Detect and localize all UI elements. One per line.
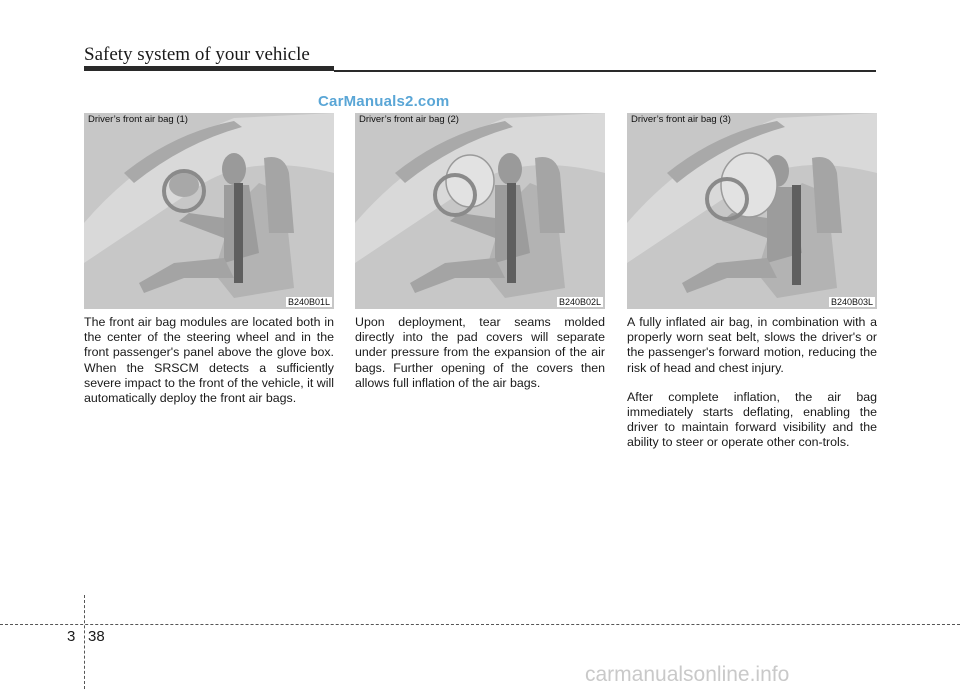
text-column-1 <box>84 315 334 420</box>
header-title: Safety system of your vehicle <box>84 44 310 65</box>
driver-illustration-1 <box>84 113 334 309</box>
footer-vertical-line <box>84 595 85 689</box>
paragraph: A fully inflated air bag, in combination with a properly worn seat belt, slows the driver's or the passenger's forward motion, reducing the risk of head and chest injury. <box>627 315 877 375</box>
paragraph: The front air bag modules are located both in the center of the steering wheel and in the front passenger's panel above the glove box. When the SRSCM detects a sufficiently severe impact to the front of the vehicle, it will automatically deploy the front air bags. <box>84 315 334 406</box>
paragraph: Upon deployment, tear seams molded directly into the pad covers will separate under pressure from the expansion of the air bags. Further opening of the covers then allows full inflation of the air bags. <box>355 315 605 390</box>
figure-title: Driver’s front air bag (1) <box>88 114 188 125</box>
watermark-link[interactable]: CarManuals2.com <box>318 93 450 110</box>
footer-dashed-line <box>0 624 960 625</box>
driver-illustration-2 <box>355 113 605 309</box>
site-watermark[interactable]: carmanualsonline.info <box>585 663 790 686</box>
chapter-number: 3 <box>67 628 76 645</box>
figure-airbag-3 <box>627 113 877 309</box>
text-column-2 <box>355 315 605 405</box>
figure-code: B240B02L <box>558 297 601 307</box>
header-rule-thick <box>84 66 334 71</box>
header-rule-thin <box>334 70 876 72</box>
figure-airbag-2 <box>355 113 605 309</box>
figure-code: B240B01L <box>287 297 330 307</box>
figure-airbag-1 <box>84 113 334 309</box>
page-number: 38 <box>88 628 105 645</box>
figure-title: Driver’s front air bag (3) <box>631 114 731 125</box>
text-column-3 <box>627 315 877 465</box>
figure-code: B240B03L <box>830 297 873 307</box>
figure-title: Driver’s front air bag (2) <box>359 114 459 125</box>
paragraph: After complete inflation, the air bag immediately starts deflating, enabling the driver to maintain forward visibility and the ability to steer or operate other con-trols. <box>627 389 877 450</box>
driver-illustration-3 <box>627 113 877 309</box>
